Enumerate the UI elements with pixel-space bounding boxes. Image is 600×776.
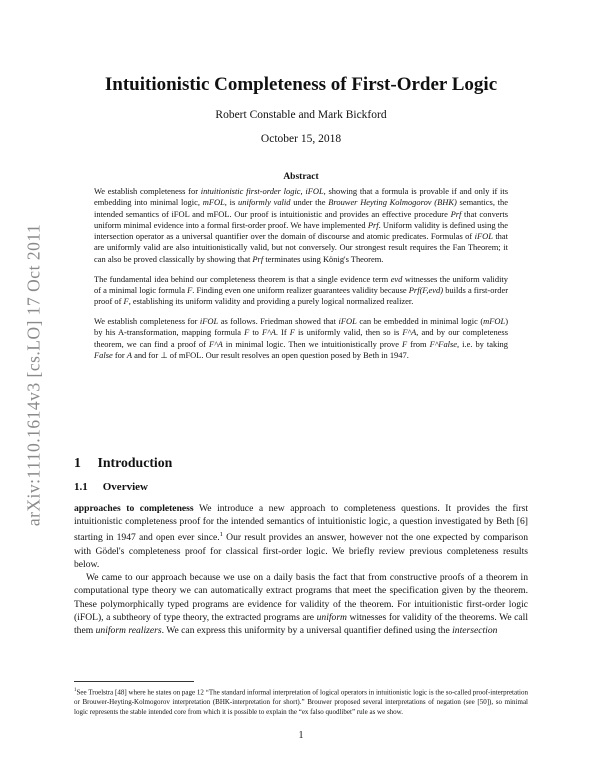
section-number: 1 xyxy=(74,455,81,470)
text-run: semantics, the intended semantics of iFOL and mFOL. Our proof is intuitionistic and provides an effective procedure xyxy=(94,197,508,219)
text-run: that converts uniform minimal evidence into a formal first-order proof. We have implemented xyxy=(94,208,508,230)
text-run: False xyxy=(94,349,113,360)
text-run: 1 xyxy=(74,688,77,693)
text-run: builds a first-order proof of xyxy=(94,284,509,307)
text-run: 1 xyxy=(219,531,223,539)
text-run: and for ⊥ of mFOL. Our result resolves an open question posed by Beth in 1947. xyxy=(131,349,409,360)
text-run: , and by our completeness theorem, we can find a proof of xyxy=(94,327,508,349)
text-run: F^A xyxy=(208,338,223,349)
text-run: from xyxy=(407,338,430,349)
text-run: ) by his A-transformation, mapping formula xyxy=(94,315,509,338)
text-run: intuitionistic first-order logic xyxy=(200,186,301,196)
text-run: We establish completeness for xyxy=(94,186,201,196)
abstract xyxy=(94,186,508,370)
text-run: . Uniform validity is defined using the intersection operator as a universal quantifier over the domain of discourse and atomic predicates. Formulas of xyxy=(94,219,509,242)
subsection-title: Overview xyxy=(102,481,148,493)
text-run: F xyxy=(244,327,250,338)
text-run: uniformly valid xyxy=(238,197,291,208)
arxiv-identifier-stamp xyxy=(16,190,52,560)
text-run: F xyxy=(187,284,193,295)
page-number: 1 xyxy=(298,730,304,741)
text-run: mFOL xyxy=(483,315,506,326)
text-run: We came to our approach because we use on a daily basis the fact that from constructive proofs of a theorem in computational type theory we can automatically extract programs that meet the specification given by the theorem. These polymorphically typed programs are evidence for validity of the theorem. For intuitionistic first-order logic (iFOL), a subtheory of type theory, the extracted programs are xyxy=(74,572,528,623)
text-run: We establish completeness for xyxy=(94,315,200,326)
text-run: for xyxy=(112,349,127,360)
text-run: See Troelstra [48] where he states on page 12 “The standard informal interpretation of logical operators in intuitionistic logic is the so-called proof-interpretation or Brouwer-Heyting-Kolmogorov interpretation (BHK-interpretation for short).” Brouwer proposed several interpretations of negation (see [50]), so minimal logic represents the stable intended core from which it is possible to explain the “ex falso quodlibet” rule as we show. xyxy=(74,688,528,716)
text-run: witnesses the uniform validity of a minimal logic formula xyxy=(94,273,508,295)
text-run: intersection xyxy=(452,625,498,637)
text-run: to xyxy=(249,327,262,338)
arxiv-id-text: arXiv:1110.1614v3 [cs.LO] 17 Oct 2011 xyxy=(23,223,44,527)
text-run: mFOL xyxy=(202,197,225,208)
text-run: can be embedded in minimal logic ( xyxy=(356,315,484,326)
text-run: , i.e. by taking xyxy=(457,338,508,349)
text-run: The fundamental idea behind our completeness theorem is that a single evidence term xyxy=(94,273,391,284)
paper-title: Intuitionistic Completeness of First-Order Logic xyxy=(104,74,498,95)
text-run: as follows. Friedman showed that xyxy=(218,315,339,326)
footnote-rule xyxy=(74,681,194,682)
text-run: uniform xyxy=(316,611,347,623)
text-run: , xyxy=(300,186,306,196)
text-run: iFOL xyxy=(199,315,219,326)
text-run: A xyxy=(126,349,132,360)
abstract-paragraph-1 xyxy=(94,186,508,265)
text-run: iFOL xyxy=(474,231,493,242)
text-run: Prf(F,evd) xyxy=(408,284,444,295)
text-run: , is xyxy=(224,197,239,208)
abstract-paragraph-2 xyxy=(94,274,508,308)
text-run: Brouwer Heyting Kolmogorov (BHK) xyxy=(328,197,457,208)
body-text xyxy=(74,502,528,637)
subsection-number: 1.1 xyxy=(74,481,88,493)
text-run: F xyxy=(402,338,408,349)
text-run: that are uniformly valid are also intuitionistically valid, but not conversely. Our strongest result requires the Fan Theorem; it can also be proved classically by showing that xyxy=(94,231,508,264)
text-run: Prf xyxy=(252,253,264,264)
text-run: iFOL xyxy=(338,315,357,326)
text-run: F xyxy=(123,296,129,307)
text-run: Prf xyxy=(367,219,379,230)
section-title: Introduction xyxy=(97,455,173,470)
text-run: F^A xyxy=(261,327,276,338)
footnote xyxy=(74,686,528,717)
subsection-heading xyxy=(74,481,148,493)
text-run: , showing that a formula is provable if and only if its embedding into minimal logic, xyxy=(94,186,508,208)
body-paragraph-2 xyxy=(74,571,528,637)
text-run: evd xyxy=(390,273,403,284)
text-run: uniform realizers xyxy=(95,625,162,637)
text-run: F xyxy=(289,327,295,338)
text-run: . We can express this uniformity by a universal quantifier defined using the xyxy=(161,625,453,637)
text-run: F^A xyxy=(402,327,417,338)
paper-date: October 15, 2018 xyxy=(260,133,342,145)
text-run: witnesses for validity of the theorems. We call them xyxy=(74,611,528,637)
text-run: iFOL xyxy=(305,186,324,196)
paper-authors: Robert Constable and Mark Bickford xyxy=(215,109,387,121)
text-run: Our result provides an answer, however not the one expected by comparison with Gödel's completeness proof for classical first-order logic. We briefly review previous completeness results below. xyxy=(74,532,528,570)
abstract-heading: Abstract xyxy=(283,172,319,182)
section-heading xyxy=(74,455,172,471)
text-run: We introduce a new approach to completeness questions. It provides the first intuitionistic completeness proof for the intended semantics of intuitionistic logic, a question investigated by Beth [6] starting in 1947 and open ever since. xyxy=(74,503,528,544)
text-run: F^False xyxy=(429,338,458,349)
text-run: . Finding even one uniform realizer guarantees validity because xyxy=(192,284,409,295)
text-run: . If xyxy=(275,327,290,338)
text-run: under the xyxy=(290,197,329,208)
text-run: in minimal logic. Then we intuitionistically prove xyxy=(222,338,403,349)
text-run: , establishing its uniform validity and providing a purely logical normalized realizer. xyxy=(128,296,414,307)
body-paragraph-1 xyxy=(74,502,528,571)
text-run: terminates using König's Theorem. xyxy=(263,253,384,264)
text-run: is uniformly valid, then so is xyxy=(294,327,403,338)
abstract-paragraph-3 xyxy=(94,316,508,361)
text-run: Prf xyxy=(450,208,462,219)
text-run: approaches to completeness xyxy=(74,503,194,514)
